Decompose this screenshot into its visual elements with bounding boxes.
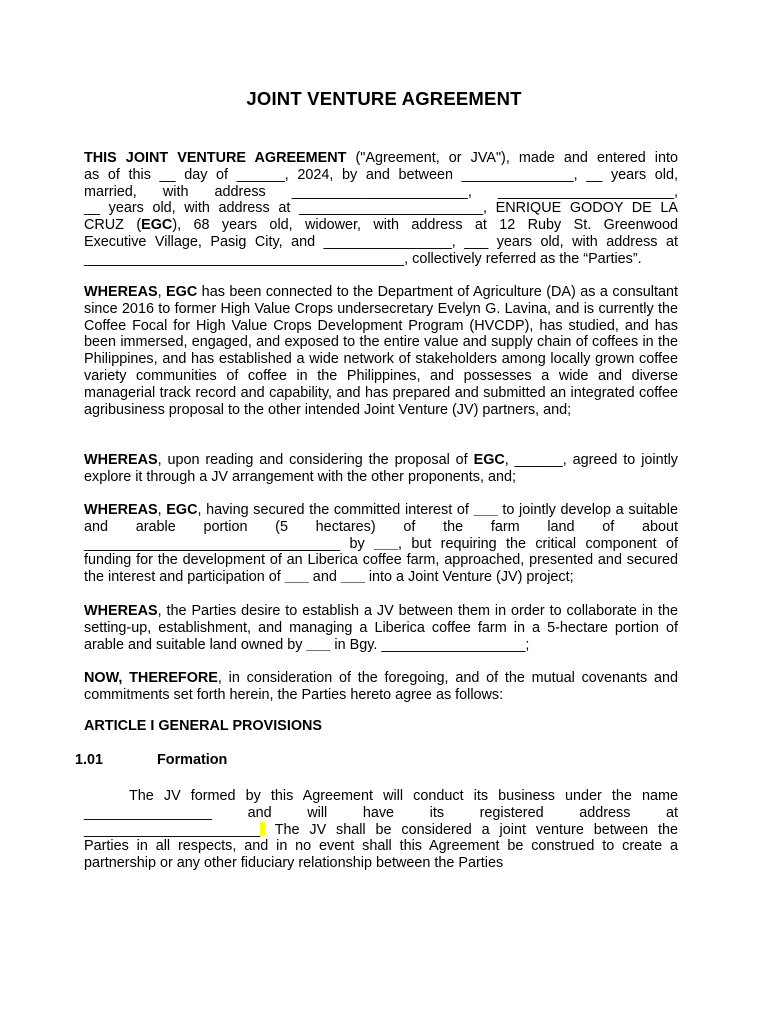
whereas-sep: ,	[157, 284, 167, 300]
whereas-text: , ______, agreed to jointly explore it through a JV arrangement with the other proponents, and;	[84, 452, 678, 485]
egc-abbrev: EGC	[166, 284, 198, 300]
egc-abbrev: EGC	[141, 217, 173, 234]
whereas-paragraph-1	[84, 284, 678, 418]
formation-line: The JV formed by this Agreement will conduct its business under the name	[129, 788, 678, 804]
blank-field: ___	[284, 569, 309, 586]
whereas-text: in Bgy. __________________;	[330, 636, 530, 653]
whereas-paragraph-3	[84, 502, 678, 586]
formation-paragraph	[84, 788, 678, 872]
article-heading: ARTICLE I GENERAL PROVISIONS	[84, 718, 323, 734]
whereas-text: to jointly develop a suitable and arable portion (5 hectares) of the farm land of about ________________________________ by	[84, 502, 678, 552]
intro-line: __ years old, with address at _______________________, ENRIQUE GODOY DE LA	[84, 200, 678, 217]
intro-lead: THIS JOINT VENTURE AGREEMENT	[84, 150, 347, 166]
whereas-text: into a Joint Venture (JV) project;	[364, 569, 574, 586]
intro-line	[84, 217, 678, 234]
section-title: Formation	[157, 752, 228, 768]
whereas-text: , but requiring the critical component of funding for the development of an Liberica coffee farm, approached, presented and secured the interest and participation of	[84, 535, 678, 586]
formation-line	[84, 822, 678, 839]
whereas-text: has been connected to the Department of Agriculture (DA) as a consultant since 2016 to former High Value Crops undersecretary Evelyn G. Lavina, and is currently the Coffee Focal for High Value Crops Development Program (HVCDP), has studied, and has been immersed, engaged, and exposed to the entire value and supply chain of coffees in the Philippines, and has established a wide network of stakeholders among locally grown coffee variety communities of coffee in the Philippines, and possesses a wide and diverse managerial track record and capability, and has prepared and submitted an integrated coffee agribusiness proposal to the other intended Joint Venture (JV) partners, and;	[84, 284, 678, 418]
whereas-text: , upon reading and considering the proposal of	[157, 452, 474, 468]
blank-field: ___	[340, 569, 365, 586]
whereas-paragraph-4	[84, 603, 678, 653]
blank-field: ___	[373, 535, 398, 552]
whereas-lead: WHEREAS	[84, 502, 158, 518]
whereas-text: , having secured the committed interest of	[197, 502, 474, 518]
blank-field: ___	[306, 636, 331, 653]
whereas-text: , the Parties desire to establish a JV between them in order to collaborate in the setting-up, establishment, and managing a Liberica coffee farm in a 5-hectare portion of arable and suitable land owned by	[84, 603, 678, 653]
whereas-lead: WHEREAS	[84, 603, 158, 619]
egc-abbrev: EGC	[473, 452, 505, 468]
intro-text: CRUZ (	[84, 217, 142, 234]
document-title: JOINT VENTURE AGREEMENT	[246, 88, 522, 109]
intro-line: ________________________________________, collectively referred as the “Parties”.	[84, 250, 642, 267]
now-therefore-lead: NOW, THEREFORE	[84, 670, 218, 686]
intro-line-1-text: ("Agreement, or JVA"), made and entered into	[346, 150, 678, 166]
intro-line: as of this __ day of ______, 2024, by and between ______________, __ years old,	[84, 166, 678, 183]
formation-line: Parties in all respects, and in no event shall this Agreement be construed to create a partnership or any other fiduciary relationship between the Parties	[84, 838, 678, 872]
whereas-lead: WHEREAS	[84, 452, 158, 468]
now-therefore-text: , in consideration of the foregoing, and of the mutual covenants and commitments set forth herein, the Parties hereto agree as follows:	[84, 670, 678, 703]
formation-text: The JV shall be considered a joint venture between the	[265, 821, 678, 838]
whereas-lead: WHEREAS	[84, 284, 158, 300]
intro-text: ), 68 years old, widower, with address at 12 Ruby St. Greenwood	[172, 217, 678, 234]
formation-line: ________________ and will have its registered address at	[84, 804, 678, 821]
intro-line: Executive Village, Pasig City, and ________________, ___ years old, with address at	[84, 233, 678, 250]
intro-line: married, with address ______________________, ______________________,	[84, 183, 678, 200]
blank-field: ___	[473, 502, 498, 518]
section-number: 1.01	[75, 752, 104, 768]
now-therefore-paragraph	[84, 670, 678, 704]
whereas-paragraph-2	[84, 452, 678, 486]
whereas-text: and	[308, 569, 341, 586]
whereas-sep: ,	[157, 502, 167, 518]
egc-abbrev: EGC	[166, 502, 198, 518]
address-blank: ______________________	[84, 821, 261, 838]
intro-paragraph	[84, 150, 678, 268]
intro-line	[84, 150, 678, 167]
